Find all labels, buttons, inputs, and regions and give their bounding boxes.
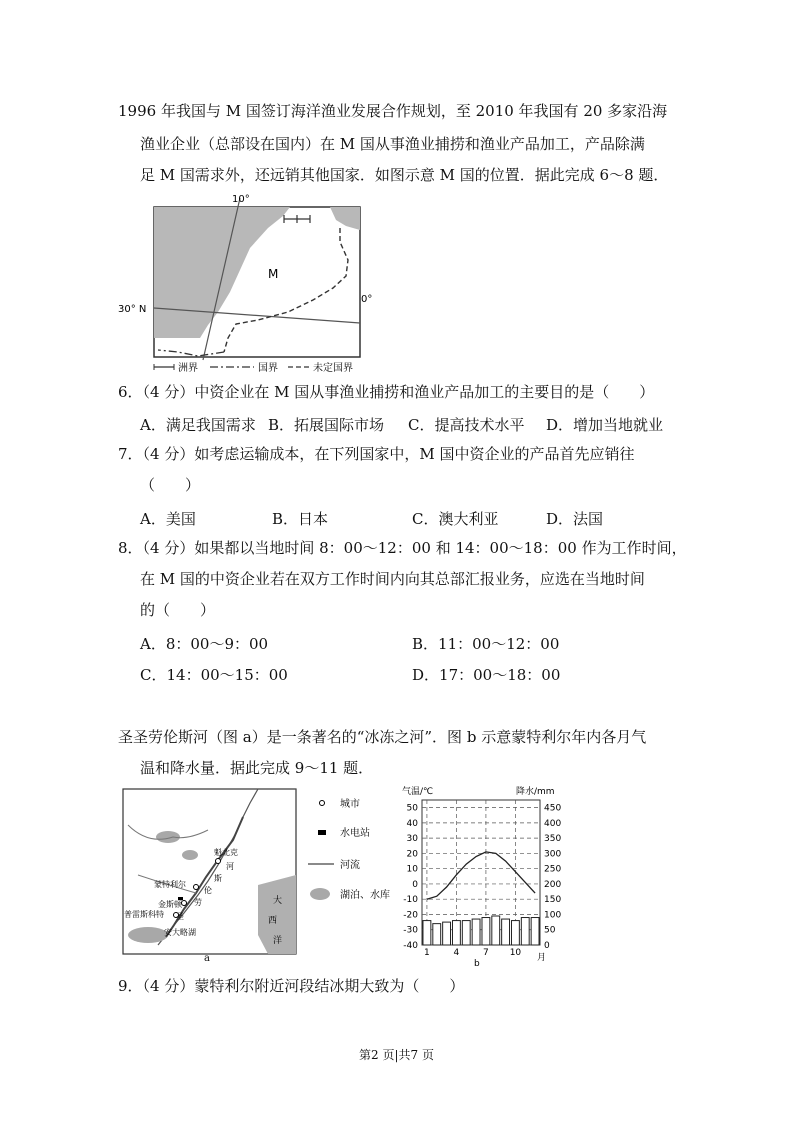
chart-caption: b (474, 959, 480, 969)
atlantic-label-3: 洋 (273, 936, 283, 946)
city-kingston: 金斯顿 (158, 900, 182, 909)
river-label-3: 伦 (204, 886, 212, 895)
x-tick-label: 1 (424, 948, 430, 958)
legend-city: 城市 (340, 799, 360, 810)
y-left-tick-label: 20 (406, 849, 418, 860)
q7-stem2: （ ） (140, 476, 201, 494)
map-a-legend (300, 790, 400, 910)
q8-option-b[interactable]: B．11：00～12：00 (412, 635, 560, 653)
y-left-tick-label: 10 (406, 864, 418, 875)
lake-ontario-label: 安大略湖 (164, 928, 196, 937)
q7-option-b[interactable]: B．日本 (272, 510, 329, 528)
precip-bar (472, 919, 480, 945)
label-30n: 30° N (118, 304, 147, 315)
y-right-tick-label: 50 (544, 925, 556, 936)
q8-stem3: 的（ ） (140, 601, 216, 619)
y-left-tick-label: 40 (406, 818, 418, 829)
y-right-tick-label: 0 (544, 941, 550, 951)
y-right-tick-label: 100 (544, 910, 562, 921)
intro-6-8-line3: 足 M 国需求外，还远销其他国家．如图示意 M 国的位置．据此完成 6～8 题． (140, 166, 669, 184)
label-0-deg: 0° (361, 294, 373, 305)
legend-border: 国界 (258, 363, 278, 374)
label-m-country: M (268, 267, 279, 281)
label-10-deg: 10° (232, 194, 250, 205)
city-quebec: 魁北克 (214, 848, 238, 857)
river-label-5: 圣 (176, 912, 184, 921)
precip-bar (511, 921, 519, 945)
legend-river: 河流 (340, 860, 360, 871)
river-label-1: 河 (226, 862, 234, 871)
q7-stem: 7．（4 分）如考虑运输成本，在下列国家中，M 国中资企业的产品首先应销往 (118, 445, 635, 463)
y-left-tick-label: -10 (403, 895, 418, 906)
legend-undetermined: 未定国界 (313, 363, 353, 374)
q9-stem: 9．（4 分）蒙特利尔附近河段结冰期大致为（ ） (118, 977, 465, 995)
chart-xlabel: 月 (537, 953, 547, 963)
q8-stem2: 在 M 国的中资企业若在双方工作时间内向其总部汇报业务，应选在当地时间 (140, 570, 645, 588)
x-tick-label: 10 (509, 948, 522, 958)
q8-option-c[interactable]: C．14：00～15：00 (140, 666, 288, 684)
y-right-tick-label: 400 (544, 818, 562, 829)
river-label-4: 劳 (194, 898, 202, 907)
city-montreal: 蒙特利尔 (154, 880, 186, 889)
atlantic-label-2: 西 (268, 916, 278, 926)
y-right-tick-label: 450 (544, 803, 562, 814)
precip-bar (452, 921, 460, 945)
m-country-map (118, 190, 378, 375)
page-footer: 第2 页|共7 页 (359, 1048, 434, 1062)
atlantic-label-1: 大 (273, 896, 283, 906)
lake-2 (182, 850, 198, 860)
legend-lake: 湖泊、水库 (340, 890, 390, 901)
legend-continent: 洲界 (178, 363, 198, 374)
intro-9-11-line1: 圣圣劳伦斯河（图 a）是一条著名的“冰冻之河”．图 b 示意蒙特利尔年内各月气 (118, 728, 647, 746)
river-label-2: 斯 (214, 874, 222, 883)
precip-bar (423, 921, 431, 945)
q8-stem: 8．（4 分）如果都以当地时间 8：00～12：00 和 14：00～18：00 作为工作时间， (118, 539, 687, 557)
y-right-tick-label: 300 (544, 849, 562, 860)
x-tick-label: 4 (453, 948, 460, 958)
map-a-caption: a (204, 953, 210, 964)
y-right-tick-label: 200 (544, 879, 562, 890)
intro-9-11-line2: 温和降水量．据此完成 9～11 题． (140, 759, 374, 777)
q6-stem: 6．（4 分）中资企业在 M 国从事渔业捕捞和渔业产品加工的主要目的是（ ） (118, 383, 655, 401)
precip-bar (433, 924, 441, 945)
intro-6-8-line1: 1996 年我国与 M 国签订海洋渔业发展合作规划，至 2010 年我国有 20 多家沿海 (118, 102, 668, 120)
intro-6-8-line2: 渔业企业（总部设在国内）在 M 国从事渔业捕捞和渔业产品加工，产品除满 (140, 135, 645, 153)
y-right-tick-label: 150 (544, 895, 562, 906)
y-left-tick-label: -30 (403, 925, 418, 936)
q6-option-c[interactable]: C．提高技术水平 (408, 416, 525, 434)
y-right-tick-label: 350 (544, 834, 562, 845)
precip-bar (482, 918, 490, 945)
climate-chart (392, 780, 592, 970)
chart-ylabel-right: 降水/mm (516, 787, 555, 797)
st-lawrence-map (118, 785, 298, 970)
q8-option-d[interactable]: D．17：00～18：00 (412, 666, 561, 684)
x-tick-label: 7 (483, 948, 489, 958)
q7-option-a[interactable]: A．美国 (140, 510, 196, 528)
city-prescott: 普雷斯科特 (124, 910, 164, 919)
q7-option-d[interactable]: D．法国 (546, 510, 604, 528)
q8-option-a[interactable]: A．8：00～9：00 (140, 635, 269, 653)
y-left-tick-label: -20 (403, 910, 418, 921)
y-left-tick-label: 30 (406, 834, 418, 845)
precip-bar (462, 921, 470, 945)
q6-option-a[interactable]: A．满足我国需求 (140, 416, 256, 434)
lake-ontario (128, 927, 168, 943)
precip-bar (521, 918, 529, 945)
precip-bar (502, 919, 510, 945)
precip-bar (443, 922, 451, 945)
y-left-tick-label: 50 (406, 803, 418, 814)
y-left-tick-label: 0 (412, 879, 418, 890)
chart-ylabel-left: 气温/℃ (402, 787, 434, 797)
lake-1 (156, 831, 180, 843)
y-left-tick-label: -40 (403, 941, 418, 951)
precip-bar (492, 916, 500, 945)
precip-bar (531, 918, 539, 945)
y-right-tick-label: 250 (544, 864, 562, 875)
legend-station: 水电站 (340, 828, 370, 839)
q6-option-d[interactable]: D．增加当地就业 (546, 416, 664, 434)
q6-option-b[interactable]: B．拓展国际市场 (268, 416, 385, 434)
q7-option-c[interactable]: C．澳大利亚 (412, 510, 499, 528)
